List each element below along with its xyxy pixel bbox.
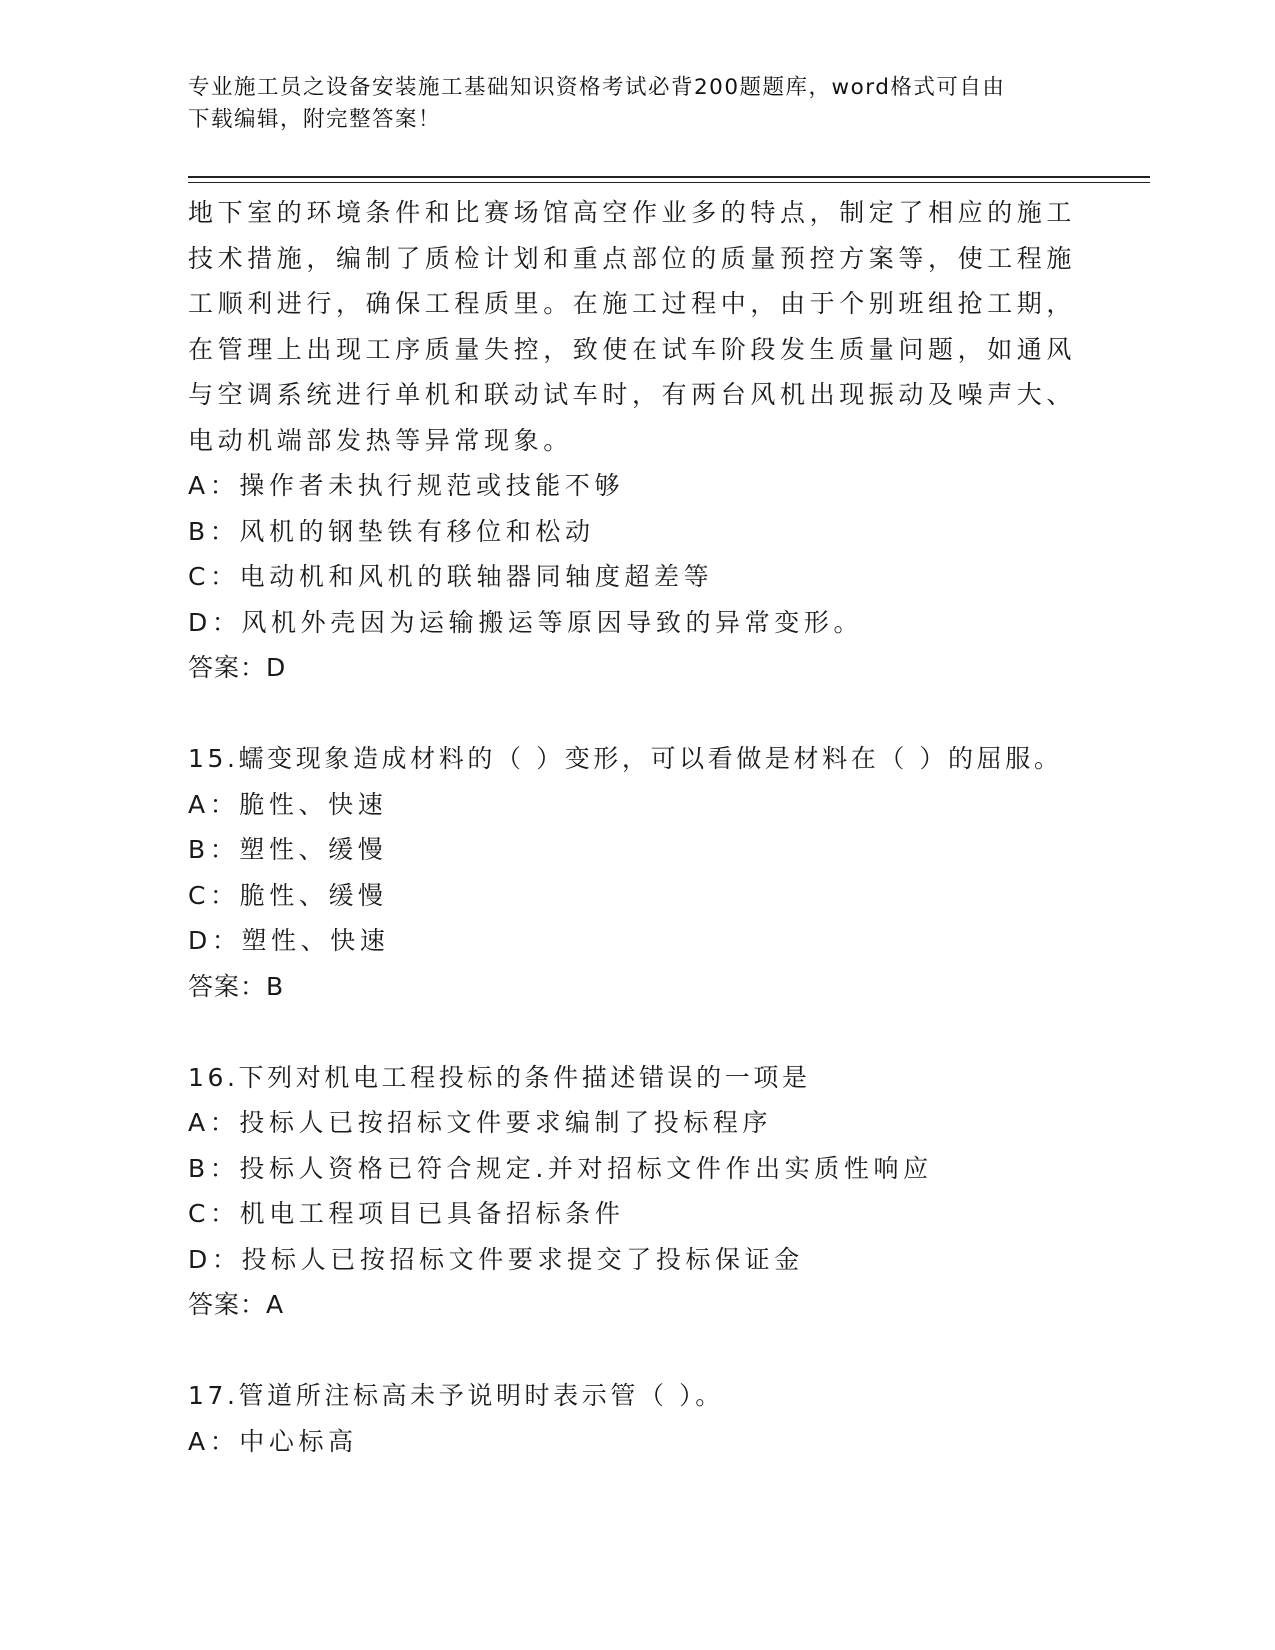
question-17 [188,1373,1088,1464]
question-14-continuation [188,190,1088,691]
option-d: D：塑性、快速 [188,926,390,955]
option-b: B：投标人资格已符合规定.并对招标文件作出实质性响应 [188,1153,933,1183]
header-rule-thin [188,182,1150,183]
question-16 [188,1055,1088,1328]
header-rule-thick [188,176,1150,178]
spacer [188,691,1088,737]
header-title-line-2: 下载编辑，附完整答案！ [188,107,442,132]
stem-line: 在管理上出现工序质量失控，致使在试车阶段发生质量问题，如通风 [188,334,1077,364]
document-body [188,190,1088,1464]
question-stem: 16.下列对机电工程投标的条件描述错误的一项是 [188,1062,811,1092]
option-a: A：操作者未执行规范或技能不够 [188,471,625,500]
spacer [188,1009,1088,1055]
stem-line: 地下室的环境条件和比赛场馆高空作业多的特点，制定了相应的施工 [188,198,1077,227]
option-a: A：脆性、快速 [188,789,388,819]
stem-line: 与空调系统进行单机和联动试车时，有两台风机出现振动及噪声大、 [188,380,1077,409]
stem-line: 工顺利进行，确保工程质里。在施工过程中，由于个别班组抢工期， [188,289,1077,318]
stem-line: 电动机端部发热等异常现象。 [188,425,573,455]
question-stem: 17.管道所注标高未予说明时表示管（ ）。 [188,1381,724,1410]
option-c: C：机电工程项目已具备招标条件 [188,1199,625,1228]
option-c: C：脆性、缓慢 [188,880,388,910]
header-title-line-1: 专业施工员之设备安装施工基础知识资格考试必背200题题库，word格式可自由 [188,75,1006,100]
option-c: C：电动机和风机的联轴器同轴度超差等 [188,562,714,591]
option-b: B：风机的钢垫铁有移位和松动 [188,516,595,546]
answer-line: 答案：D [188,653,287,682]
option-b: B：塑性、缓慢 [188,835,388,864]
document-header [188,72,1068,136]
option-d: D：投标人已按招标文件要求提交了投标保证金 [188,1244,804,1274]
option-d: D：风机外壳因为运输搬运等原因导致的异常变形。 [188,607,864,637]
option-a: A：投标人已按招标文件要求编制了投标程序 [188,1108,773,1137]
question-15 [188,736,1088,1009]
spacer [188,1328,1088,1374]
answer-line: 答案：B [188,971,285,1001]
option-a: A：中心标高 [188,1426,358,1456]
answer-line: 答案：A [188,1290,285,1319]
question-stem: 15.蠕变现象造成材料的（ ）变形，可以看做是材料在（ ）的屈服。 [188,744,1063,773]
stem-line: 技术措施，编制了质检计划和重点部位的质量预控方案等，使工程施 [188,243,1077,273]
